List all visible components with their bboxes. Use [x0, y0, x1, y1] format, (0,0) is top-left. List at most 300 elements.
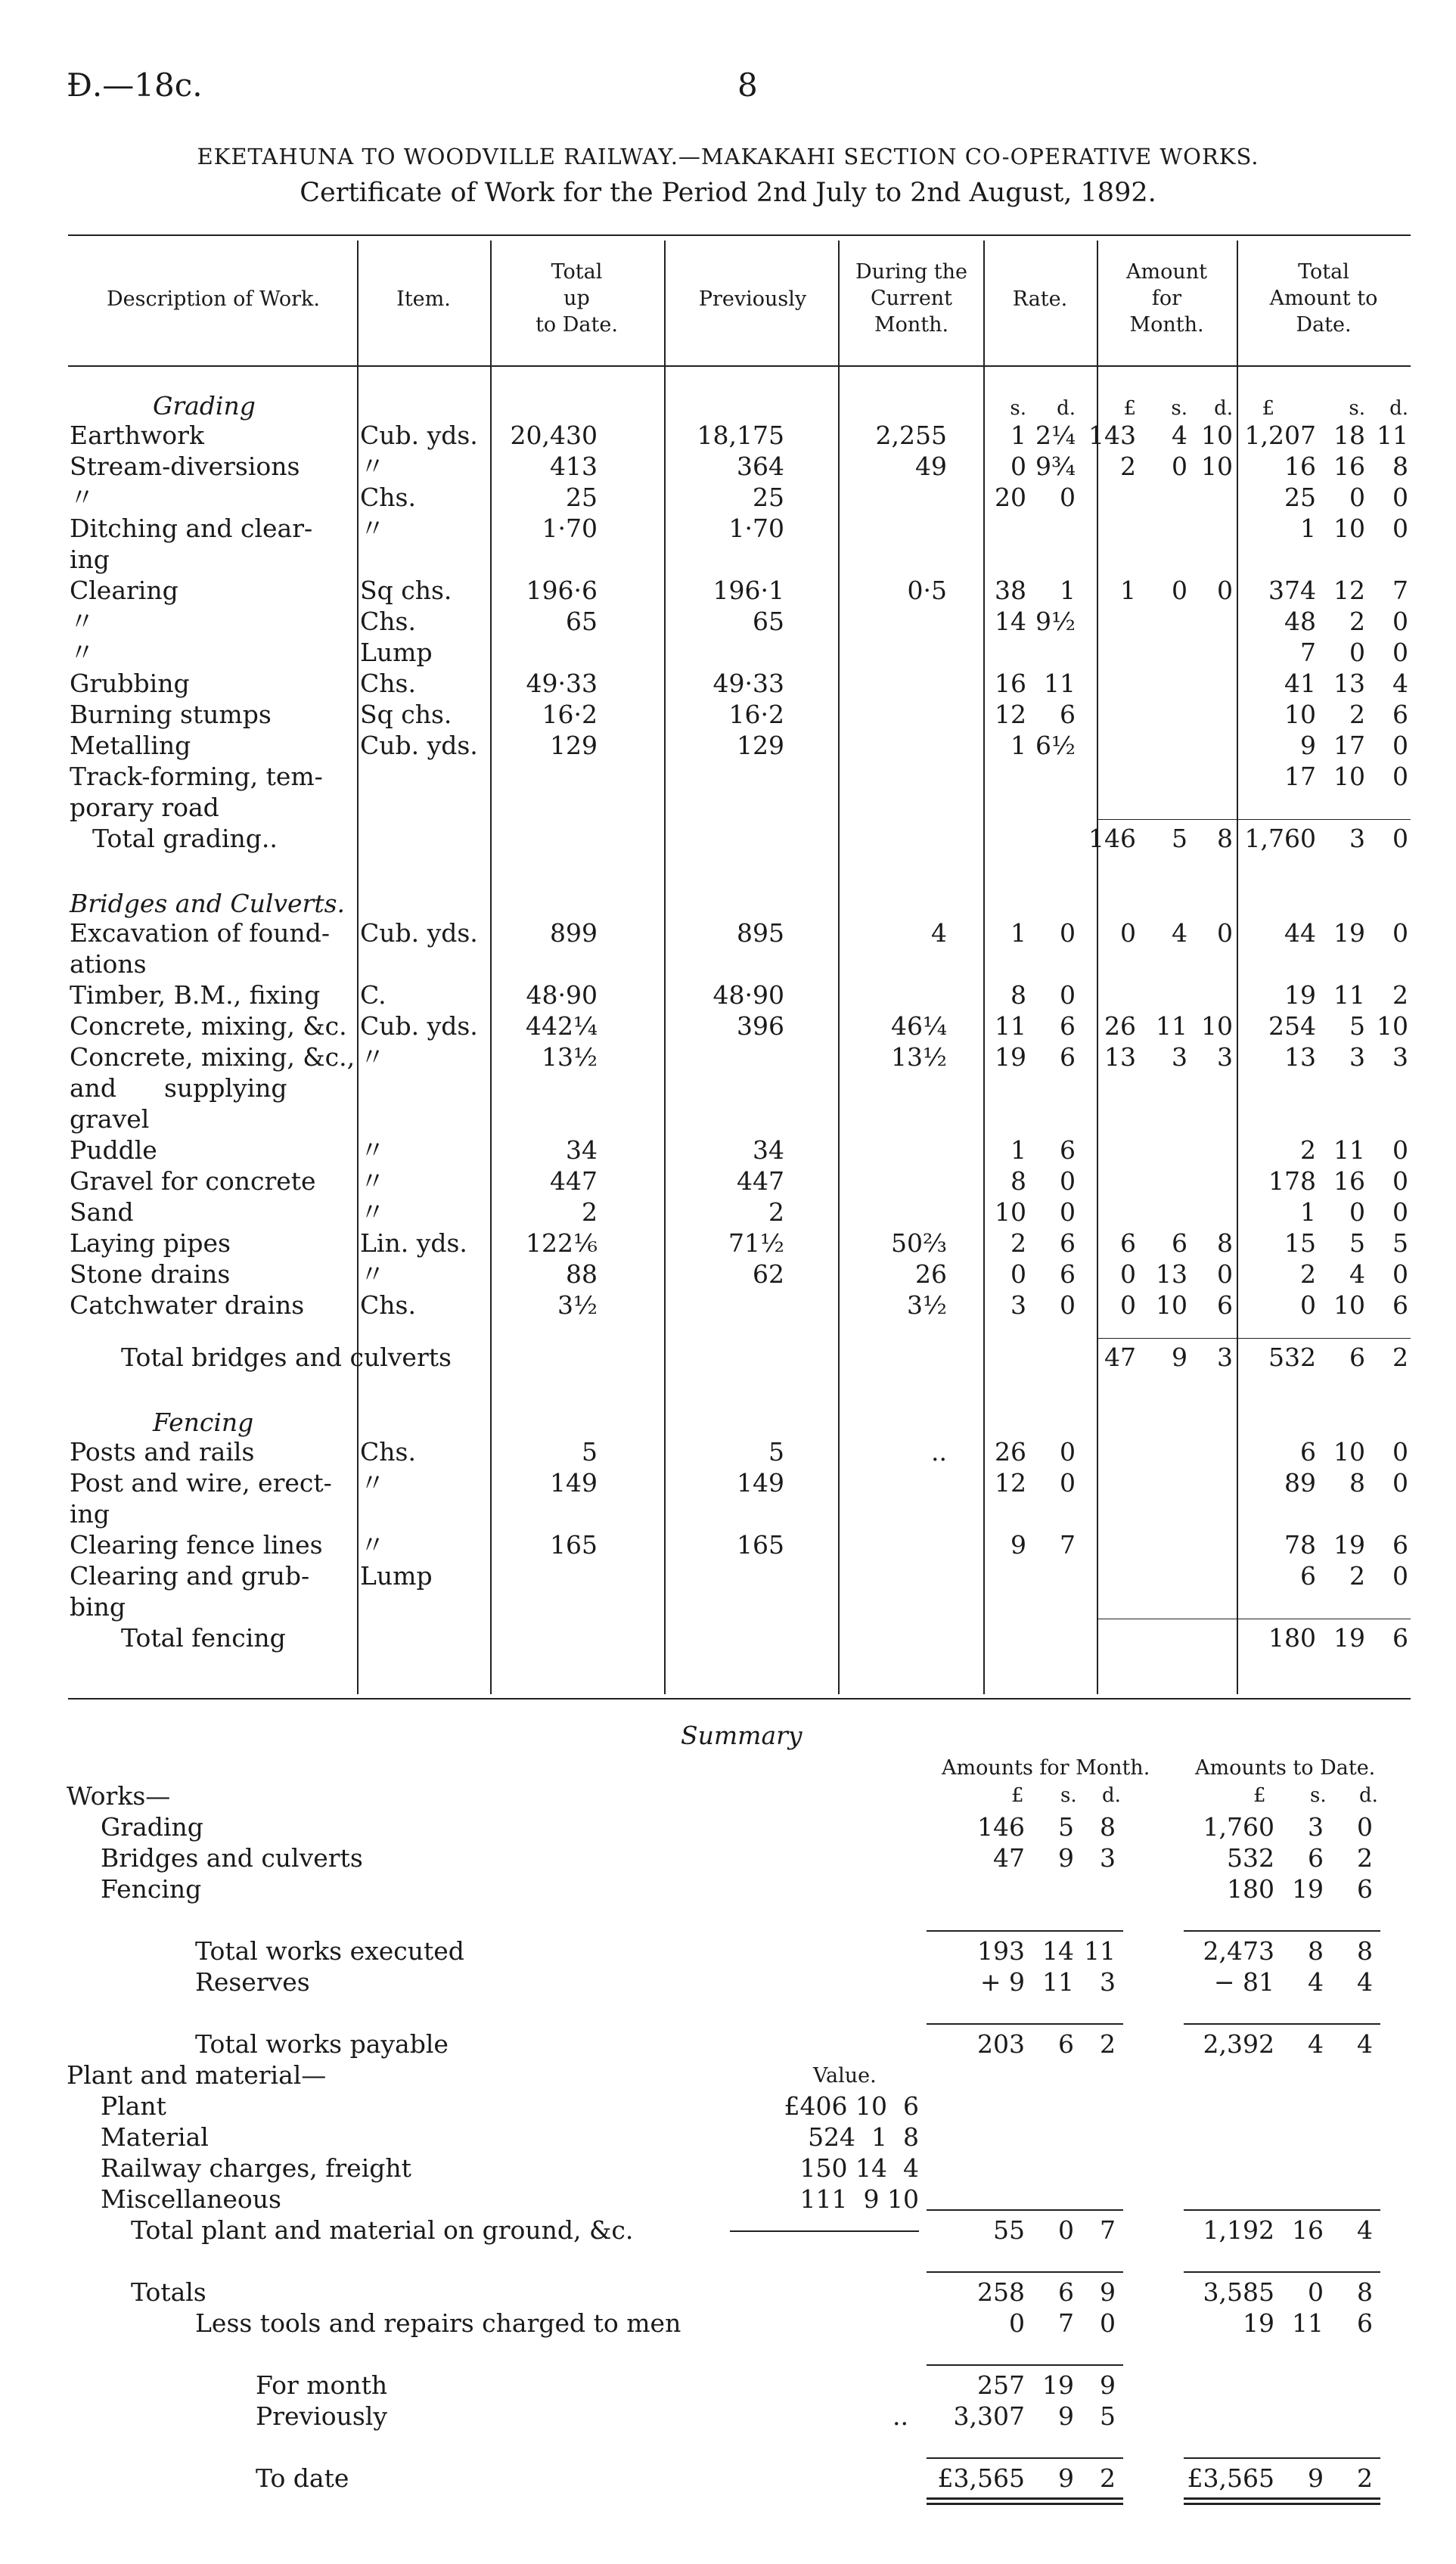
summary-value-label: Value.: [813, 2064, 877, 2088]
section-total-label: Total fencing: [121, 1623, 286, 1653]
row-rate-shillings: 9: [1011, 1530, 1026, 1560]
row-total-to-date: 49·33: [526, 669, 598, 698]
row-description: Puddle: [70, 1135, 157, 1165]
row-current-month: 13½: [891, 1042, 947, 1072]
row-description: ations: [70, 949, 147, 979]
summary-month-shillings: 5: [1058, 1812, 1074, 1842]
unit-label: s.: [1171, 397, 1187, 420]
row-total-shillings: 2: [1349, 700, 1365, 729]
row-month-pence: 0: [1217, 576, 1233, 605]
row-rate-pence: 0: [1060, 1197, 1076, 1227]
row-description: Stone drains: [70, 1259, 231, 1289]
row-total-shillings: 10: [1333, 514, 1365, 543]
row-rate-pence: 0: [1060, 1166, 1076, 1196]
summary-rule: [1184, 2457, 1380, 2459]
row-item: C.: [360, 980, 387, 1010]
unit-label: d.: [1102, 1784, 1121, 1807]
summary-rule: [1184, 2209, 1380, 2211]
row-total-to-date: 165: [550, 1530, 598, 1560]
summary-month-pounds: 55: [993, 2215, 1025, 2245]
row-total-pence: 0: [1392, 1468, 1408, 1498]
row-total-shillings: 19: [1333, 918, 1365, 948]
summary-rule: [1184, 2023, 1380, 2025]
row-rate-pence: 0: [1060, 1468, 1076, 1498]
row-total-pounds: 16: [1284, 452, 1316, 481]
row-item: 〃: [360, 1530, 385, 1560]
row-rate-shillings: 1: [1011, 421, 1026, 450]
summary-month-pounds: 257: [977, 2370, 1025, 2400]
summary-label: For month: [256, 2370, 388, 2400]
row-total-shillings: 2: [1349, 607, 1365, 636]
row-total-pounds: 6: [1300, 1437, 1316, 1467]
summary-label: Grading: [101, 1812, 203, 1842]
summary-label: Railway charges, freight: [101, 2153, 411, 2183]
row-total-to-date: 122⅙: [526, 1228, 598, 1258]
summary-date-pence: 0: [1357, 1812, 1373, 1842]
section-total-month-shillings: 9: [1172, 1343, 1187, 1372]
row-total-shillings: 18: [1333, 421, 1365, 450]
summary-label: Fencing: [101, 1874, 202, 1904]
summary-month-pounds: £3,565: [937, 2463, 1025, 2493]
row-total-pence: 0: [1392, 1197, 1408, 1227]
row-rate-pence: 6: [1060, 1011, 1076, 1041]
document-reference: Ɖ.—18c.: [67, 67, 203, 104]
row-total-shillings: 2: [1349, 1561, 1365, 1591]
row-rate-shillings: 8: [1011, 980, 1026, 1010]
row-item: 〃: [360, 1468, 385, 1498]
row-total-pounds: 254: [1268, 1011, 1316, 1041]
row-total-shillings: 5: [1349, 1228, 1365, 1258]
row-description: Ditching and clear-: [70, 514, 313, 543]
row-total-shillings: 4: [1349, 1259, 1365, 1289]
row-rate-shillings: 2: [1011, 1228, 1026, 1258]
summary-month-pounds: 258: [977, 2277, 1025, 2307]
row-total-pence: 0: [1392, 1135, 1408, 1165]
row-total-to-date: 1·70: [542, 514, 598, 543]
row-description: Catchwater drains: [70, 1290, 305, 1320]
row-previously: 165: [737, 1530, 784, 1560]
summary-month-pounds: 146: [977, 1812, 1025, 1842]
double-rule: [1184, 2497, 1380, 2505]
section-total-label: Total grading..: [92, 824, 278, 853]
unit-label: £: [1253, 1784, 1266, 1807]
col-header-current-month: During the Current Month.: [855, 260, 968, 337]
row-total-pounds: 374: [1268, 576, 1316, 605]
row-description: ing: [70, 545, 110, 574]
summary-label: Reserves: [195, 1967, 310, 1997]
row-previously: 196·1: [712, 576, 784, 605]
row-total-to-date: 25: [566, 483, 598, 512]
row-total-to-date: 20,430: [510, 421, 598, 450]
row-rate-pence: 2¼: [1035, 421, 1076, 450]
row-rate-pence: 6: [1060, 1135, 1076, 1165]
row-total-to-date: 3½: [557, 1290, 598, 1320]
row-description: bing: [70, 1592, 126, 1622]
section-total-shillings: 3: [1349, 824, 1365, 853]
row-current-month: 2,255: [875, 421, 947, 450]
row-rate-shillings: 14: [995, 607, 1026, 636]
summary-month-shillings: 11: [1042, 1967, 1074, 1997]
row-total-to-date: 34: [566, 1135, 598, 1165]
row-month-shillings: 6: [1172, 1228, 1187, 1258]
row-rate-shillings: 10: [995, 1197, 1026, 1227]
summary-date-pence: 8: [1357, 1936, 1373, 1966]
row-item: Chs.: [360, 483, 416, 512]
row-month-shillings: 4: [1172, 421, 1187, 450]
row-rate-shillings: 11: [995, 1011, 1026, 1041]
summary-rule: [927, 2457, 1123, 2459]
double-rule: [927, 2497, 1123, 2505]
row-total-to-date: 2: [582, 1197, 598, 1227]
row-current-month: 26: [915, 1259, 947, 1289]
row-rate-shillings: 8: [1011, 1166, 1026, 1196]
section-total-pounds: 532: [1268, 1343, 1316, 1372]
row-item: Lump: [360, 1561, 433, 1591]
row-description: Timber, B.M., fixing: [70, 980, 321, 1010]
row-item: Cub. yds.: [360, 421, 478, 450]
row-description: 〃: [70, 638, 95, 667]
summary-date-shillings: 6: [1308, 1843, 1324, 1873]
row-total-pence: 0: [1392, 762, 1408, 791]
summary-month-shillings: 6: [1058, 2277, 1074, 2307]
row-total-shillings: 12: [1333, 576, 1365, 605]
row-total-shillings: 13: [1333, 669, 1365, 698]
summary-month-shillings: 6: [1058, 2029, 1074, 2059]
row-item: Sq chs.: [360, 576, 452, 605]
summary-month-pence: 0: [1100, 2308, 1116, 2338]
row-rate-shillings: 1: [1011, 731, 1026, 760]
summary-date-pence: 4: [1357, 2215, 1373, 2245]
row-rate-shillings: 38: [995, 576, 1026, 605]
row-previously: 25: [753, 483, 784, 512]
row-rate-shillings: 16: [995, 669, 1026, 698]
row-item: Chs.: [360, 1437, 416, 1467]
summary-date-pounds: 2,392: [1203, 2029, 1274, 2059]
row-current-month: 4: [931, 918, 947, 948]
summary-label: Total works executed: [195, 1936, 464, 1966]
row-rate-shillings: 0: [1011, 1259, 1026, 1289]
summary-rule: [730, 2230, 919, 2232]
summary-date-pence: 6: [1357, 1874, 1373, 1904]
summary-value: 524 1 8: [808, 2122, 919, 2152]
summary-month-pounds: 47: [993, 1843, 1025, 1873]
summary-date-shillings: 16: [1292, 2215, 1324, 2245]
summary-date-shillings: 3: [1308, 1812, 1324, 1842]
section-total-pence: 6: [1392, 1623, 1408, 1653]
row-rate-pence: 0: [1060, 1290, 1076, 1320]
row-month-pounds: 2: [1120, 452, 1136, 481]
row-total-pounds: 89: [1284, 1468, 1316, 1498]
row-total-shillings: 19: [1333, 1530, 1365, 1560]
row-total-pence: 7: [1392, 576, 1408, 605]
row-total-pounds: 7: [1300, 638, 1316, 667]
row-rate-pence: 0: [1060, 1437, 1076, 1467]
col-header-description: Description of Work.: [107, 287, 320, 311]
row-description: Burning stumps: [70, 700, 272, 729]
row-total-shillings: 5: [1349, 1011, 1365, 1041]
unit-label: s.: [1060, 1784, 1077, 1807]
row-month-shillings: 11: [1156, 1011, 1187, 1041]
row-month-pounds: 1: [1120, 576, 1136, 605]
row-description: 〃: [70, 607, 95, 636]
row-total-to-date: 149: [550, 1468, 598, 1498]
summary-date-pounds: 3,585: [1203, 2277, 1274, 2307]
summary-label: To date: [256, 2463, 349, 2493]
summary-month-shillings: 9: [1058, 1843, 1074, 1873]
section-total-label: Total bridges and culverts: [121, 1343, 452, 1372]
section-total-pounds: 1,760: [1244, 824, 1316, 853]
row-total-pence: 0: [1392, 731, 1408, 760]
summary-date-pounds: 2,473: [1203, 1936, 1274, 1966]
row-rate-shillings: 20: [995, 483, 1026, 512]
row-previously: 447: [737, 1166, 784, 1196]
row-previously: 2: [768, 1197, 784, 1227]
row-total-to-date: 899: [550, 918, 598, 948]
row-total-shillings: 0: [1349, 1197, 1365, 1227]
row-total-to-date: 65: [566, 607, 598, 636]
row-rate-pence: 6: [1060, 1042, 1076, 1072]
summary-label: Less tools and repairs charged to men: [195, 2308, 681, 2338]
row-rate-shillings: 12: [995, 700, 1026, 729]
row-previously: 364: [737, 452, 784, 481]
summary-label: Bridges and culverts: [101, 1843, 363, 1873]
summary-rule: [927, 2209, 1123, 2211]
summary-date-pounds: 180: [1227, 1874, 1274, 1904]
row-month-pence: 3: [1217, 1042, 1233, 1072]
row-total-pounds: 48: [1284, 607, 1316, 636]
row-previously: 895: [737, 918, 784, 948]
row-total-pounds: 1: [1300, 1197, 1316, 1227]
row-month-pounds: 26: [1104, 1011, 1136, 1041]
column-divider: [357, 241, 359, 1694]
summary-date-shillings: 0: [1308, 2277, 1324, 2307]
row-total-to-date: 5: [582, 1437, 598, 1467]
row-total-to-date: 16·2: [542, 700, 598, 729]
row-item: Sq chs.: [360, 700, 452, 729]
row-description: Clearing: [70, 576, 179, 605]
summary-heading: Summary: [681, 1721, 803, 1750]
col-header-total: Total up to Date.: [536, 260, 618, 337]
row-rate-pence: 6: [1060, 1228, 1076, 1258]
summary-date-pounds: 1,192: [1203, 2215, 1274, 2245]
row-total-pence: 0: [1392, 1259, 1408, 1289]
summary-month-pence: 3: [1100, 1843, 1116, 1873]
row-description: Gravel for concrete: [70, 1166, 316, 1196]
unit-label: s.: [1310, 1784, 1327, 1807]
section-heading: Grading: [153, 391, 256, 421]
unit-label: d.: [1389, 397, 1408, 420]
section-total-shillings: 6: [1349, 1343, 1365, 1372]
row-total-pence: 0: [1392, 638, 1408, 667]
unit-label: £: [1123, 397, 1136, 420]
unit-label: £: [1011, 1784, 1024, 1807]
row-month-pounds: 6: [1120, 1228, 1136, 1258]
row-description: and supplying: [70, 1073, 287, 1103]
summary-date-shillings: 19: [1292, 1874, 1324, 1904]
total-rule: [1097, 819, 1237, 820]
summary-date-pence: 6: [1357, 2308, 1373, 2338]
summary-value: 111 9 10: [799, 2184, 919, 2214]
summary-date-pounds: 19: [1243, 2308, 1274, 2338]
row-month-pounds: 0: [1120, 918, 1136, 948]
row-description: Clearing and grub-: [70, 1561, 310, 1591]
unit-label: d.: [1359, 1784, 1378, 1807]
row-month-shillings: 4: [1172, 918, 1187, 948]
summary-month-shillings: 9: [1058, 2463, 1074, 2493]
row-total-shillings: 11: [1333, 980, 1365, 1010]
row-previously: 18,175: [697, 421, 784, 450]
row-month-pounds: 13: [1104, 1042, 1136, 1072]
summary-date-shillings: 9: [1308, 2463, 1324, 2493]
row-previously: 71½: [728, 1228, 784, 1258]
summary-month-pounds: 0: [1009, 2308, 1025, 2338]
row-total-pounds: 1,207: [1244, 421, 1316, 450]
summary-label: Totals: [131, 2277, 206, 2307]
row-total-pence: 0: [1392, 607, 1408, 636]
row-month-shillings: 0: [1172, 452, 1187, 481]
row-total-pounds: 6: [1300, 1561, 1316, 1591]
summary-month-pounds: 203: [977, 2029, 1025, 2059]
row-rate-shillings: 3: [1011, 1290, 1026, 1320]
row-total-to-date: 196·6: [526, 576, 598, 605]
row-total-pence: 2: [1392, 980, 1408, 1010]
row-rate-shillings: 12: [995, 1468, 1026, 1498]
row-total-shillings: 10: [1333, 762, 1365, 791]
row-total-pence: 0: [1392, 1437, 1408, 1467]
summary-month-pence: 2: [1100, 2463, 1116, 2493]
summary-date-pounds: 532: [1227, 1843, 1274, 1873]
summary-value: 150 14 4: [799, 2153, 919, 2183]
row-total-pounds: 41: [1284, 669, 1316, 698]
summary-col-month: Amounts for Month.: [942, 1756, 1150, 1780]
summary-date-shillings: 4: [1308, 1967, 1324, 1997]
row-month-shillings: 0: [1172, 576, 1187, 605]
row-total-pence: 0: [1392, 514, 1408, 543]
summary-month-pence: 7: [1100, 2215, 1116, 2245]
row-total-pence: 6: [1392, 1290, 1408, 1320]
row-rate-pence: 7: [1060, 1530, 1076, 1560]
row-item: 〃: [360, 1166, 385, 1196]
row-previously: 129: [737, 731, 784, 760]
row-total-pounds: 2: [1300, 1135, 1316, 1165]
row-total-pounds: 2: [1300, 1259, 1316, 1289]
summary-month-pence: 2: [1100, 2029, 1116, 2059]
row-total-shillings: 8: [1349, 1468, 1365, 1498]
row-previously: 49·33: [712, 669, 784, 698]
section-total-month-pence: 8: [1217, 824, 1233, 853]
summary-date-pence: 4: [1357, 2029, 1373, 2059]
row-current-month: 3½: [907, 1290, 947, 1320]
section-total-pounds: 180: [1268, 1623, 1316, 1653]
row-total-shillings: 11: [1333, 1135, 1365, 1165]
unit-label: s.: [1349, 397, 1365, 420]
row-current-month: 46¼: [891, 1011, 947, 1041]
row-description: Excavation of found-: [70, 918, 331, 948]
total-rule: [1097, 1338, 1237, 1339]
document-title: EKETAHUNA TO WOODVILLE RAILWAY.—MAKAKAHI SECTION CO-OPERATIVE WORKS.: [197, 144, 1259, 169]
unit-label: s.: [1010, 397, 1026, 420]
col-header-amount-month: Amount for Month.: [1126, 260, 1207, 337]
summary-label: Total works payable: [195, 2029, 449, 2059]
row-item: Cub. yds.: [360, 731, 478, 760]
row-month-pence: 10: [1201, 1011, 1233, 1041]
row-rate-pence: 9½: [1035, 607, 1076, 636]
summary-rule: [927, 2364, 1123, 2366]
summary-rule: [927, 1930, 1123, 1932]
row-month-pence: 0: [1217, 1259, 1233, 1289]
row-item: 〃: [360, 1197, 385, 1227]
section-total-shillings: 19: [1333, 1623, 1365, 1653]
row-total-pence: 6: [1392, 700, 1408, 729]
row-total-pounds: 44: [1284, 918, 1316, 948]
row-total-pence: 0: [1392, 483, 1408, 512]
row-month-pence: 10: [1201, 452, 1233, 481]
row-description: Earthwork: [70, 421, 204, 450]
row-month-shillings: 10: [1156, 1290, 1187, 1320]
summary-month-pence: 8: [1100, 1812, 1116, 1842]
summary-date-pence: 4: [1357, 1967, 1373, 1997]
row-total-pounds: 13: [1284, 1042, 1316, 1072]
summary-label: Material: [101, 2122, 209, 2152]
unit-label: d.: [1214, 397, 1233, 420]
section-total-pence: 0: [1392, 824, 1408, 853]
row-total-to-date: 48·90: [526, 980, 598, 1010]
row-total-pence: 10: [1377, 1011, 1408, 1041]
summary-month-pounds: + 9: [979, 1967, 1025, 1997]
row-description: Concrete, mixing, &c.: [70, 1011, 347, 1041]
summary-date-shillings: 4: [1308, 2029, 1324, 2059]
row-total-pence: 4: [1392, 669, 1408, 698]
row-description: gravel: [70, 1104, 150, 1134]
row-month-pounds: 0: [1120, 1259, 1136, 1289]
section-total-month-pence: 3: [1217, 1343, 1233, 1372]
row-month-pence: 10: [1201, 421, 1233, 450]
row-item: Lump: [360, 638, 433, 667]
row-rate-pence: 0: [1060, 918, 1076, 948]
section-total-month-pounds: 47: [1104, 1343, 1136, 1372]
summary-rule: [927, 2271, 1123, 2273]
row-current-month: 49: [915, 452, 947, 481]
row-total-pence: 6: [1392, 1530, 1408, 1560]
row-current-month: 50⅔: [891, 1228, 947, 1258]
summary-month-pence: 3: [1100, 1967, 1116, 1997]
row-total-to-date: 442¼: [526, 1011, 598, 1041]
row-rate-pence: 0: [1060, 980, 1076, 1010]
summary-value: £406 10 6: [784, 2091, 919, 2121]
row-month-pounds: 0: [1120, 1290, 1136, 1320]
row-item: 〃: [360, 1042, 385, 1072]
summary-date-pence: 2: [1357, 2463, 1373, 2493]
total-rule: [1237, 819, 1411, 820]
summary-label: Plant and material—: [67, 2060, 327, 2090]
row-item: Cub. yds.: [360, 918, 478, 948]
unit-label: d.: [1057, 397, 1076, 420]
row-rate-pence: 11: [1044, 669, 1076, 698]
summary-month-shillings: 19: [1042, 2370, 1074, 2400]
row-item: Chs.: [360, 1290, 416, 1320]
row-rate-pence: 6½: [1035, 731, 1076, 760]
row-previously: 16·2: [728, 700, 784, 729]
row-description: Post and wire, erect-: [70, 1468, 332, 1498]
row-total-pounds: 17: [1284, 762, 1316, 791]
col-header-rate: Rate.: [1012, 287, 1068, 311]
row-current-month: ..: [931, 1437, 947, 1467]
summary-date-pounds: 1,760: [1203, 1812, 1274, 1842]
row-total-pounds: 78: [1284, 1530, 1316, 1560]
row-previously: 396: [737, 1011, 784, 1041]
row-description: Track-forming, tem-: [70, 762, 323, 791]
row-item: 〃: [360, 1259, 385, 1289]
